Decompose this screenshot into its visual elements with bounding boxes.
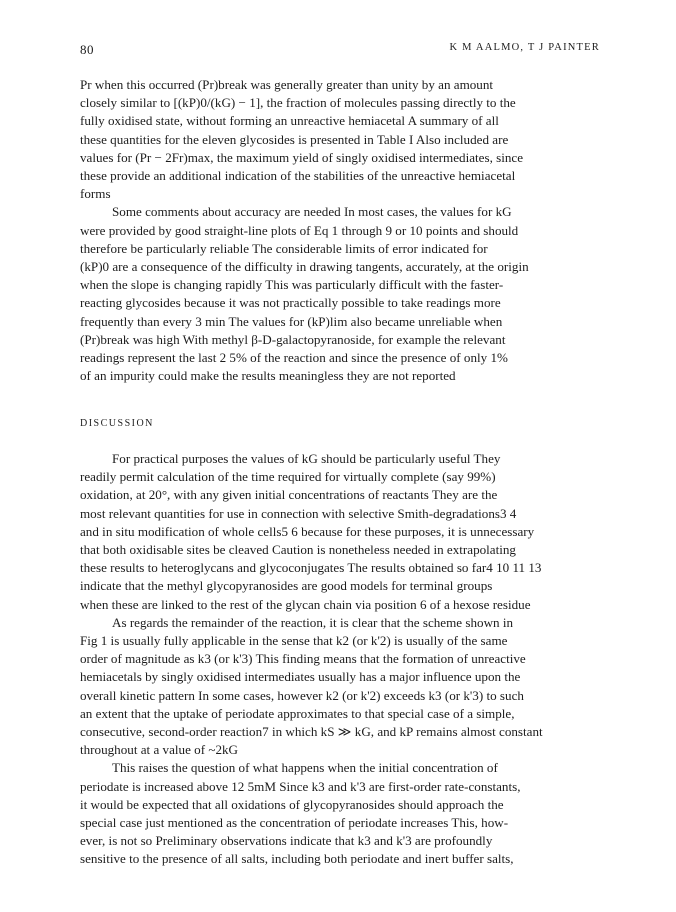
text-line: these quantities for the eleven glycosides is presented in Table I Also included are [80,131,509,147]
text-line: therefore be particularly reliable The considerable limits of error indicated for [80,240,488,256]
text-line: it would be expected that all oxidations of glycopyranosides should approach the [80,796,504,812]
text-line: throughout at a value of ~2kG [80,742,238,758]
discussion-paragraph-3 [80,759,600,868]
text-line: Fig 1 is usually fully applicable in the sense that k2 (or k'2) is usually of the same [80,633,508,649]
discussion-text-block [80,450,600,869]
page-number: 80 [80,42,94,57]
text-line: an extent that the uptake of periodate approximates to that special case of a simple, [80,705,515,721]
text-line: consecutive, second-order reaction7 in which kS ≫ kG, and kP remains almost constant [80,724,543,740]
text-line: that both oxidisable sites be cleaved Caution is nonetheless needed in extrapolating [80,542,516,558]
results-paragraph-2 [80,203,600,385]
text-line: reacting glycosides because it was not practically possible to take readings more [80,295,501,311]
text-line: indicate that the methyl glycopyranosides are good models for terminal groups [80,578,493,594]
running-head: K M AALMO, T J PAINTER [449,42,600,53]
text-line: were provided by good straight-line plots of Eq 1 through 9 or 10 points and should [80,222,519,238]
text-line: when these are linked to the rest of the glycan chain via position 6 of a hexose residue [80,596,531,612]
text-line: As regards the remainder of the reaction, it is clear that the scheme shown in [112,614,514,630]
discussion-paragraph-1 [80,450,600,614]
text-line: readily permit calculation of the time required for virtually complete (say 99%) [80,469,496,485]
text-line: frequently than every 3 min The values for (kP)lim also became unreliable when [80,313,503,329]
text-line: sensitive to the presence of all salts, including both periodate and inert buffer salts, [80,851,514,867]
text-line: For practical purposes the values of kG should be particularly useful They [112,451,501,466]
text-line: (Pr)break was high With methyl β-D-galactopyranoside, for example the relevant [80,331,506,347]
text-line: forms [80,186,111,202]
text-line: overall kinetic pattern In some cases, however k2 (or k'2) exceeds k3 (or k'3) to such [80,687,524,703]
text-line: most relevant quantities for use in connection with selective Smith-degradations3 4 [80,505,517,521]
discussion-heading: DISCUSSION [80,418,154,429]
text-line: of an impurity could make the results meaningless they are not reported [80,368,456,384]
text-line: readings represent the last 2 5% of the reaction and since the presence of only 1% [80,350,508,366]
text-line: hemiacetals by singly oxidised intermediates usually has a major influence upon the [80,669,521,685]
text-line: these results to heteroglycans and glycoconjugates The results obtained so far4 10 11 13 [80,560,542,576]
text-line: these provide an additional indication of the stabilities of the unreactive hemiacetal [80,168,516,184]
text-line: and in situ modification of whole cells5 6 because for these purposes, it is unnecessary [80,523,535,539]
text-line: closely similar to [(kP)0/(kG) − 1], the fraction of molecules passing directly to the [80,95,516,111]
results-text-block [80,76,600,385]
text-line: Pr when this occurred (Pr)break was generally greater than unity by an amount [80,77,494,92]
text-line: Some comments about accuracy are needed In most cases, the values for kG [112,204,512,220]
text-line: This raises the question of what happens when the initial concentration of [112,760,498,776]
discussion-paragraph-2 [80,614,600,760]
page-header [80,42,600,62]
text-line: values for (Pr − 2Fr)max, the maximum yield of singly oxidised intermediates, since [80,149,524,165]
results-paragraph-1 [80,76,600,203]
text-line: ever, is not so Preliminary observations indicate that k3 and k'3 are profoundly [80,833,493,849]
text-line: oxidation, at 20°, with any given initial concentrations of reactants They are the [80,487,498,503]
text-line: when the slope is changing rapidly This was particularly difficult with the faster- [80,277,504,293]
text-line: order of magnitude as k3 (or k'3) This finding means that the formation of unreactive [80,651,526,667]
text-line: special case just mentioned as the concentration of periodate increases This, how- [80,815,509,831]
text-line: periodate is increased above 12 5mM Since k3 and k'3 are first-order rate-constants, [80,778,521,794]
text-line: fully oxidised state, without forming an unreactive hemiacetal A summary of all [80,113,499,129]
text-line: (kP)0 are a consequence of the difficulty in drawing tangents, accurately, at the origin [80,259,529,275]
